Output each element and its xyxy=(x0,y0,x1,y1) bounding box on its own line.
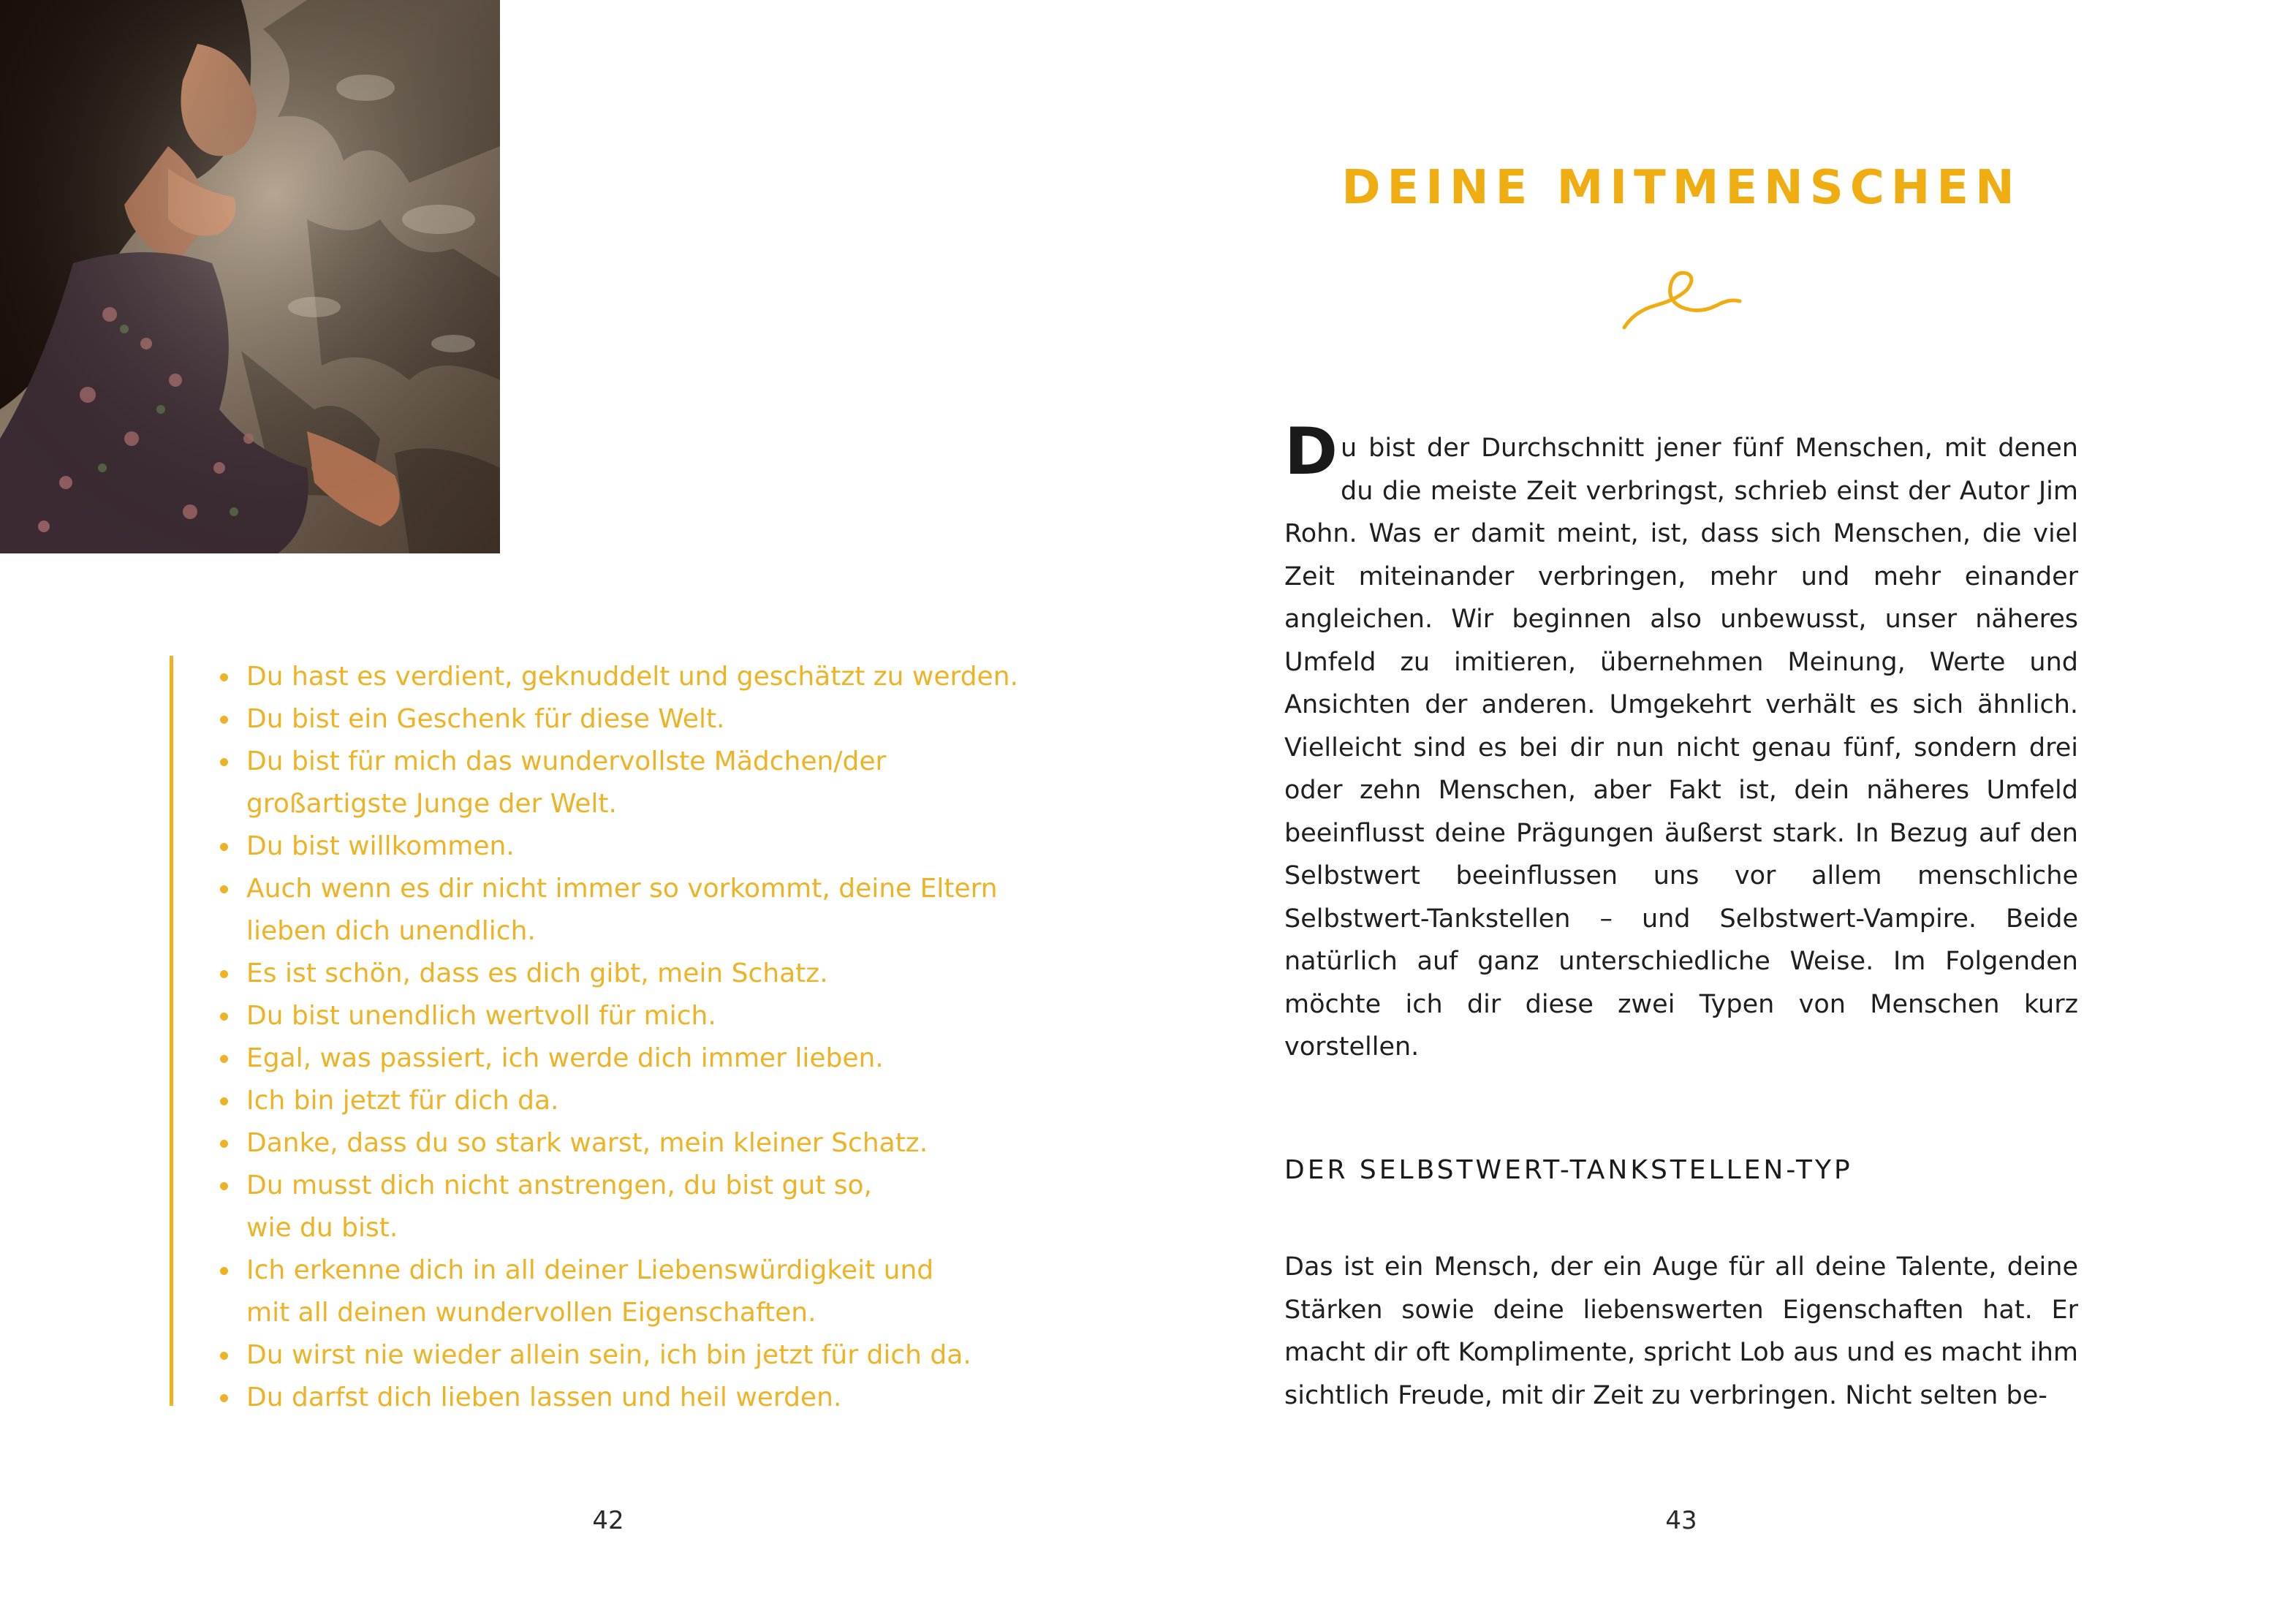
affirmation-item xyxy=(219,953,1047,995)
affirmation-line: mit all deinen wundervollen Eigenschaften. xyxy=(246,1298,817,1328)
affirmation-item xyxy=(219,1334,1047,1377)
affirmation-items xyxy=(219,656,1047,1419)
chapter-title: DEINE MITMENSCHEN xyxy=(1341,161,2021,215)
affirmation-line: Ich bin jetzt für dich da. xyxy=(246,1086,559,1116)
intro-text: u bist der Durchschnitt jener fünf Menschen, mit denen du die meiste Zeit verbringst, schrieb einst der Autor Jim Rohn. Was er damit meint, ist, dass sich Menschen, die viel Zeit miteinander verbringen, mehr und mehr einander angleichen. Wir beginnen also unbewusst, unser näheres Umfeld zu imitieren, übernehmen Meinung, Werte und Ansichten der anderen. Umgekehrt verhält es sich ähnlich. Vielleicht sind es bei dir nun nicht genau fünf, sondern drei oder zehn Menschen, aber Fakt ist, dein näheres Umfeld beeinflusst deine Prägungen äußerst stark. In Bezug auf den Selbstwert beeinflussen uns vor allem menschliche Selbstwert-Tankstellen – und Selbstwert-Vampire. Beide natürlich auf ganz unterschiedliche Weise. Im Folgenden möchte ich dir diese zwei Typen von Menschen kurz vorstellen. xyxy=(1284,434,2078,1062)
affirmation-line: Auch wenn es dir nicht immer so vorkommt, deine Eltern xyxy=(246,874,998,904)
woman-sitting-photo xyxy=(0,0,500,553)
section-paragraph: Das ist ein Mensch, der ein Auge für all deine Talente, deine Stärken sowie deine liebenswerten Eigenschaften hat. Er macht dir oft Komplimente, spricht Lob aus und es macht ihm sichtlich Freude, mit dir Zeit zu verbringen. Nicht selten be- xyxy=(1284,1252,2078,1410)
affirmation-line: Es ist schön, dass es dich gibt, mein Schatz. xyxy=(246,958,828,988)
affirmation-item xyxy=(219,1249,1047,1334)
affirmation-line: Du hast es verdient, geknuddelt und geschätzt zu werden. xyxy=(246,662,1018,692)
affirmation-item xyxy=(219,741,1047,825)
affirmation-item xyxy=(219,656,1047,698)
affirmation-line: Du bist für mich das wundervollste Mädchen/der xyxy=(246,746,887,776)
affirmation-line: Du musst dich nicht anstrengen, du bist gut so, xyxy=(246,1170,872,1200)
affirmation-item xyxy=(219,868,1047,953)
intro-paragraph xyxy=(1284,414,2078,1069)
affirmation-line: Du bist ein Geschenk für diese Welt. xyxy=(246,704,725,734)
affirmation-item xyxy=(219,1080,1047,1122)
affirmation-line: Egal, was passiert, ich werde dich immer lieben. xyxy=(246,1043,884,1073)
affirmation-line: Ich erkenne dich in all deiner Liebenswürdigkeit und xyxy=(246,1255,934,1285)
affirmation-item xyxy=(219,1377,1047,1419)
affirmation-line: wie du bist. xyxy=(246,1213,398,1243)
squiggle-ornament-icon xyxy=(1620,268,1744,333)
affirmation-item xyxy=(219,1165,1047,1249)
affirmation-item xyxy=(219,995,1047,1037)
affirmation-item xyxy=(219,698,1047,741)
affirmation-line: Du bist willkommen. xyxy=(246,831,515,861)
affirmation-list xyxy=(170,656,1047,1412)
affirmation-line: großartigste Junge der Welt. xyxy=(246,789,617,819)
section-heading: DER SELBSTWERT-TANKSTELLEN-TYP xyxy=(1284,1155,1853,1185)
affirmation-item xyxy=(219,1122,1047,1165)
affirmation-item xyxy=(219,825,1047,868)
affirmation-line: Danke, dass du so stark warst, mein kleiner Schatz. xyxy=(246,1128,928,1158)
affirmation-line: Du wirst nie wieder allein sein, ich bin jetzt für dich da. xyxy=(246,1340,971,1370)
affirmation-line: Du darfst dich lieben lassen und heil werden. xyxy=(246,1382,842,1412)
affirmation-line: lieben dich unendlich. xyxy=(246,916,536,946)
affirmation-line: Du bist unendlich wertvoll für mich. xyxy=(246,1001,716,1031)
page-number-right: 43 xyxy=(1665,1506,1697,1535)
dropcap-letter: D xyxy=(1284,414,1338,489)
page-number-left: 42 xyxy=(592,1506,624,1535)
affirmation-item xyxy=(219,1037,1047,1080)
